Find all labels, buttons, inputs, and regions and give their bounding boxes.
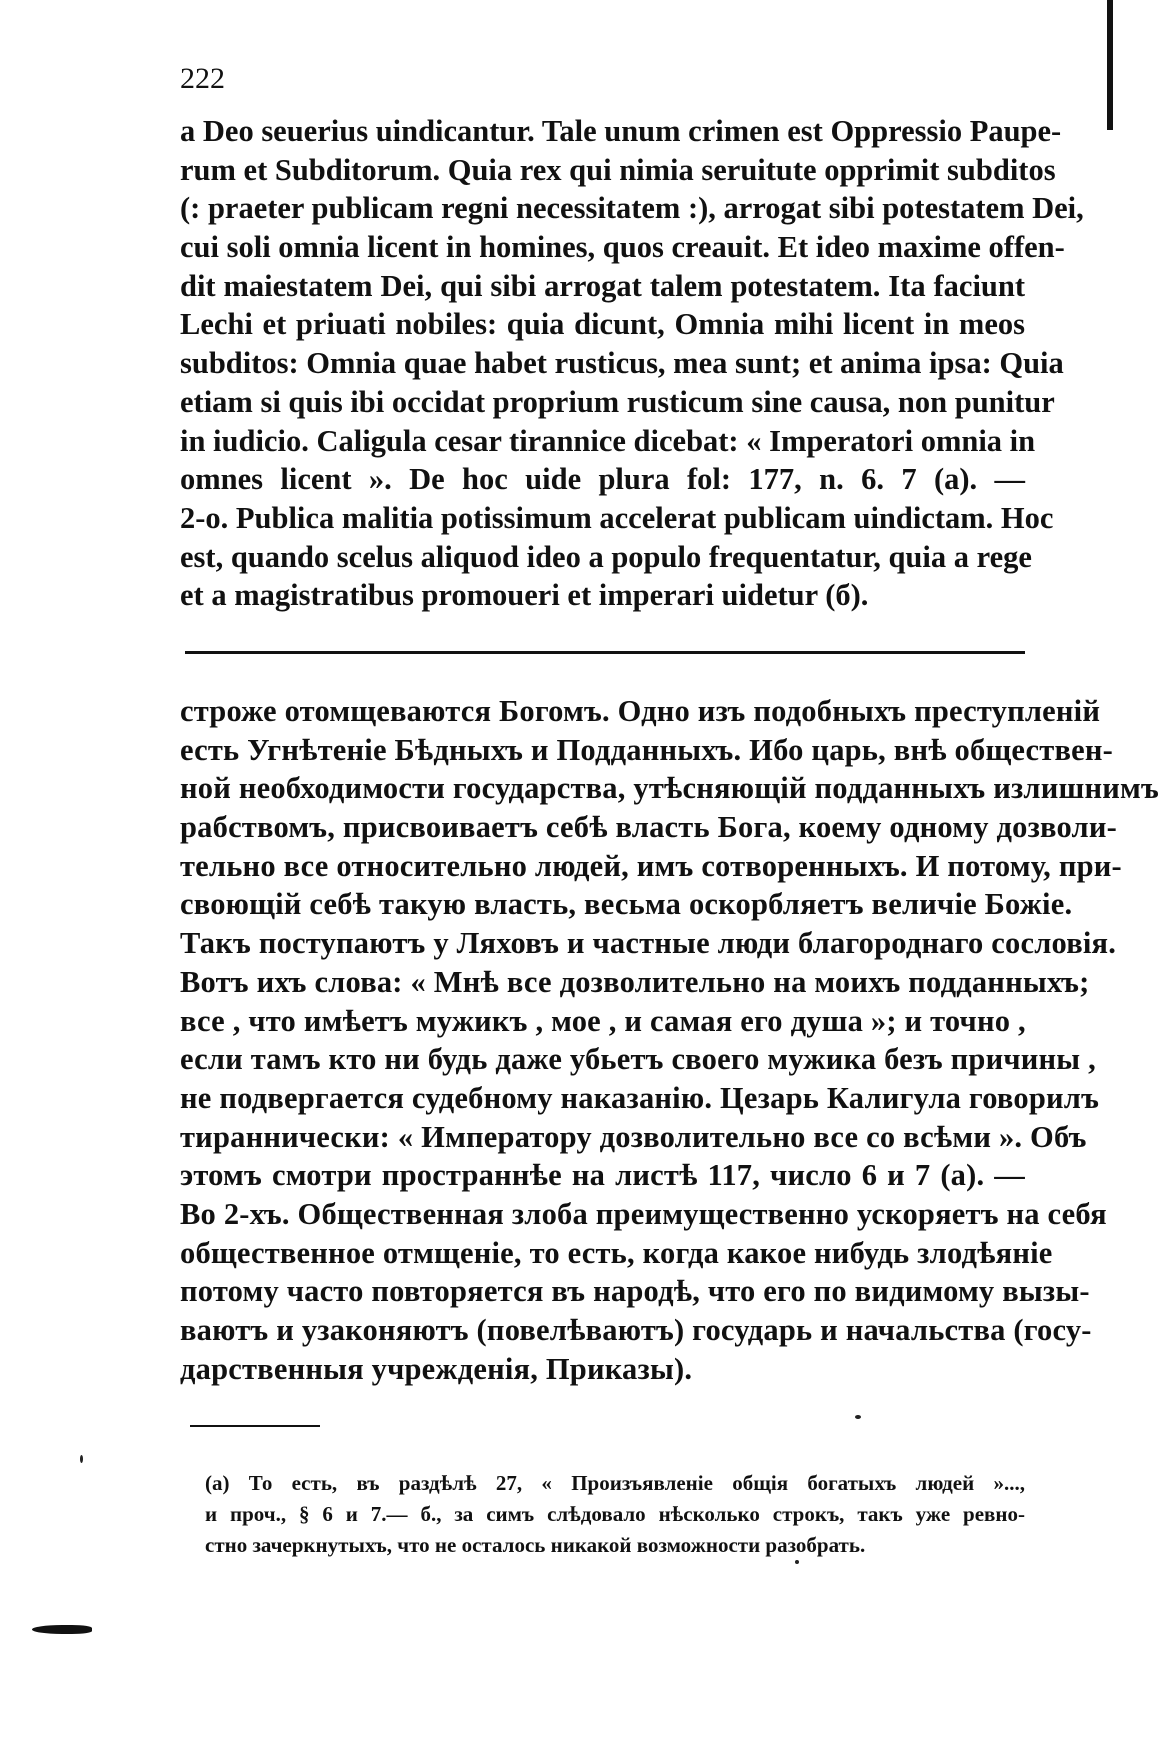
footnote-line: стно зачеркнутыхъ, что не осталось никакой возможности разобрать. xyxy=(205,1533,866,1557)
russian-line: не подвергается судебному наказанію. Цезарь Калигула говорилъ xyxy=(180,1080,1100,1115)
latin-line: et a magistratibus promoueri et imperari uidetur (б). xyxy=(180,578,869,613)
russian-line: ной необходимости государства, утѣсняющій подданныхъ излишнимъ xyxy=(180,771,1159,806)
russian-line: общественное отмщеніе, то есть, когда какое нибудь злодѣяніе xyxy=(180,1235,1053,1270)
latin-line: Lechi et priuati nobiles: quia dicunt, Omnia mihi licent in meos xyxy=(180,307,1025,342)
russian-line: этомъ смотри пространнѣе на листѣ 117, число 6 и 7 (а). — xyxy=(180,1158,1025,1193)
latin-line: rum et Subditorum. Quia rex qui nimia seruitute opprimit subditos xyxy=(180,152,1056,187)
ink-speck xyxy=(80,1455,83,1463)
footnote-line: (а) То есть, въ раздѣлѣ 27, « Произъявленіе общія богатыхъ людей »..., xyxy=(205,1471,1025,1495)
latin-line: dit maiestatem Dei, qui sibi arrogat talem potestatem. Ita faciunt xyxy=(180,268,1025,303)
russian-line: дарственныя учрежденія, Приказы). xyxy=(180,1351,693,1386)
russian-line: если тамъ кто ни будь даже убьетъ своего мужика безъ причины , xyxy=(180,1042,1096,1077)
latin-line: etiam si quis ibi occidat proprium rusticum sine causa, non punitur xyxy=(180,384,1055,419)
russian-line: Во 2-хъ. Общественная злоба преимущественно ускоряетъ на себя xyxy=(180,1196,1107,1231)
latin-line: a Deo seuerius uindicantur. Tale unum crimen est Oppressio Paupe- xyxy=(180,114,1062,148)
russian-line: потому часто повторяется въ народѣ, что его по видимому вызы- xyxy=(180,1274,1090,1309)
russian-line: ваютъ и узаконяютъ (повелѣваютъ) государь и начальства (госу- xyxy=(180,1313,1092,1347)
footnotes-block xyxy=(205,1468,1025,1561)
russian-line: тираннически: « Императору дозволительно все со всѣми ». Объ xyxy=(180,1119,1087,1154)
latin-line: (: praeter publicam regni necessitatem :), arrogat sibi potestatem Dei, xyxy=(180,191,1084,226)
latin-line: subditos: Omnia quae habet rusticus, mea sunt; et anima ipsa: Quia xyxy=(180,346,1064,381)
latin-line: omnes licent ». De hoc uide plura fol: 177, n. 6. 7 (a). — xyxy=(180,462,1025,497)
russian-line: Вотъ ихъ слова: « Мнѣ все дозволительно на моихъ подданныхъ; xyxy=(180,964,1090,999)
ink-speck xyxy=(795,1560,799,1564)
russian-line: рабствомъ, присвоиваетъ себѣ власть Бога, коему одному дозволи- xyxy=(180,810,1117,845)
section-divider xyxy=(185,651,1025,654)
latin-line: in iudicio. Caligula cesar tirannice dicebat: « Imperatori omnia in xyxy=(180,423,1036,458)
page-edge-bar xyxy=(1107,0,1113,130)
footnote-divider xyxy=(190,1425,320,1427)
ink-smudge xyxy=(32,1625,92,1634)
latin-line: cui soli omnia licent in homines, quos creauit. Et ideo maxime offen- xyxy=(180,230,1065,265)
russian-line: Такъ поступаютъ у Ляховъ и частные люди благороднаго сословія. xyxy=(180,926,1117,961)
footnote-line: и проч., § 6 и 7.— б., за симъ слѣдовало нѣсколько строкъ, такъ уже ревно- xyxy=(205,1502,1025,1526)
latin-line: est, quando scelus aliquod ideo a populo frequentatur, quia a rege xyxy=(180,539,1032,574)
russian-line: есть Угнѣтеніе Бѣдныхъ и Подданныхъ. Ибо царь, внѣ обществен- xyxy=(180,732,1113,767)
latin-text-block xyxy=(180,112,1084,615)
latin-line: 2-o. Publica malitia potissimum accelerat publicam uindictam. Hoc xyxy=(180,500,1054,535)
ink-speck xyxy=(855,1415,861,1419)
russian-line: тельно все относительно людей, имъ сотворенныхъ. И потому, при- xyxy=(180,848,1122,883)
russian-line: своющій себѣ такую власть, весьма оскорбляетъ величіе Божіе. xyxy=(180,887,1073,922)
page-number: 222 xyxy=(180,62,225,95)
russian-text-block xyxy=(180,692,1159,1388)
russian-line: строже отомщеваются Богомъ. Одно изъ подобныхъ преступленій xyxy=(180,694,1101,728)
russian-line: все , что имѣетъ мужикъ , мое , и самая его душа »; и точно , xyxy=(180,1003,1026,1038)
